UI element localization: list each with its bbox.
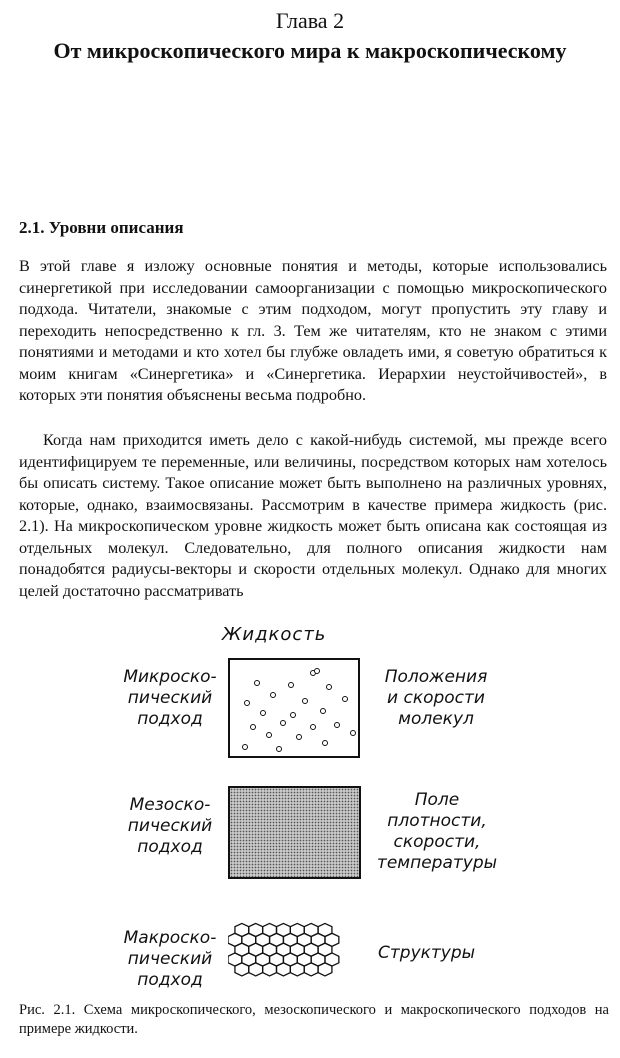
honeycomb-cell: [249, 963, 263, 976]
section-heading: 2.1. Уровни описания: [19, 218, 184, 237]
molecule-dot: [342, 696, 348, 702]
molecule-dot: [280, 720, 286, 726]
molecule-dot: [270, 692, 276, 698]
macro-description-label: Структуры: [378, 943, 476, 963]
molecule-dot: [350, 730, 356, 736]
honeycomb-cell: [263, 963, 277, 976]
figure-title: Жидкость: [222, 624, 327, 645]
molecule-dot: [250, 724, 256, 730]
chapter-number: Глава 2: [275, 8, 345, 33]
molecule-dot: [296, 734, 302, 740]
molecule-dot: [242, 744, 248, 750]
molecule-dot: [260, 710, 266, 716]
molecule-dot: [310, 724, 316, 730]
molecule-dot: [322, 740, 328, 746]
honeycomb-structure: [228, 922, 364, 988]
honeycomb-cell: [318, 963, 332, 976]
molecule-dot: [288, 682, 294, 688]
molecule-dot: [314, 668, 320, 674]
honeycomb-cell: [290, 963, 304, 976]
molecule-dot: [276, 746, 282, 752]
meso-approach-label: Мезоско- пический подход: [127, 795, 213, 857]
density-field-box: [228, 786, 361, 879]
body-paragraph-2: Когда нам приходится иметь дело с какой-нибудь системой, мы прежде всего идентифицируем те переменные, или величины, посредством которых нам хотелось бы описать систему. Такое описание может быть выполнено на различных уровнях, которые, однако, взаимосвязаны. Рассмотрим в качестве примера жидкость (рис. 2.1). На микроскопическом уровне жидкость может быть описана как состоящая из отдельных молекул. Следовательно, для полного описания жидкости нам понадобятся радиусы-векторы и скорости отдельных молекул. Однако для многих целей достаточно рассматривать: [19, 431, 607, 600]
micro-approach-label: Микроско- пический подход: [123, 667, 217, 729]
honeycomb-cell: [304, 963, 318, 976]
micro-description-label: Положения и скорости молекул: [384, 667, 488, 729]
molecule-dot: [244, 700, 250, 706]
macro-approach-label: Макроско- пический подход: [123, 928, 217, 990]
molecule-dot: [302, 698, 308, 704]
chapter-title: От микроскопического мира к макроскопическому: [53, 38, 567, 63]
molecule-dot: [320, 708, 326, 714]
molecules-box: [228, 658, 360, 758]
honeycomb-cell: [235, 963, 249, 976]
honeycomb-cell: [277, 963, 291, 976]
molecule-dot: [290, 712, 296, 718]
molecule-dot: [326, 684, 332, 690]
figure-caption: Рис. 2.1. Схема микроскопического, мезоскопического и макроскопического подходов на примере жидкости.: [19, 1002, 609, 1037]
molecule-dot: [254, 680, 260, 686]
meso-description-label: Поле плотности, скорости, температуры: [376, 790, 498, 873]
molecule-dot: [334, 722, 340, 728]
body-paragraph-1: В этой главе я изложу основные понятия и методы, которые использовались синергетикой при исследовании самоорганизации с помощью микроскопического подхода. Читатели, знакомые с этим подходом, могут пропустить эту главу и переходить непосредственно к гл. 3. Тем же читателям, кто не знаком с этими понятиями и методами и кто хотел бы глубже овладеть ими, я советую обратиться к моим книгам «Синергетика» и «Синергетика. Иерархии неустойчивостей», в которых эти понятия объяснены весьма подробно.: [19, 257, 607, 404]
molecule-dot: [266, 732, 272, 738]
